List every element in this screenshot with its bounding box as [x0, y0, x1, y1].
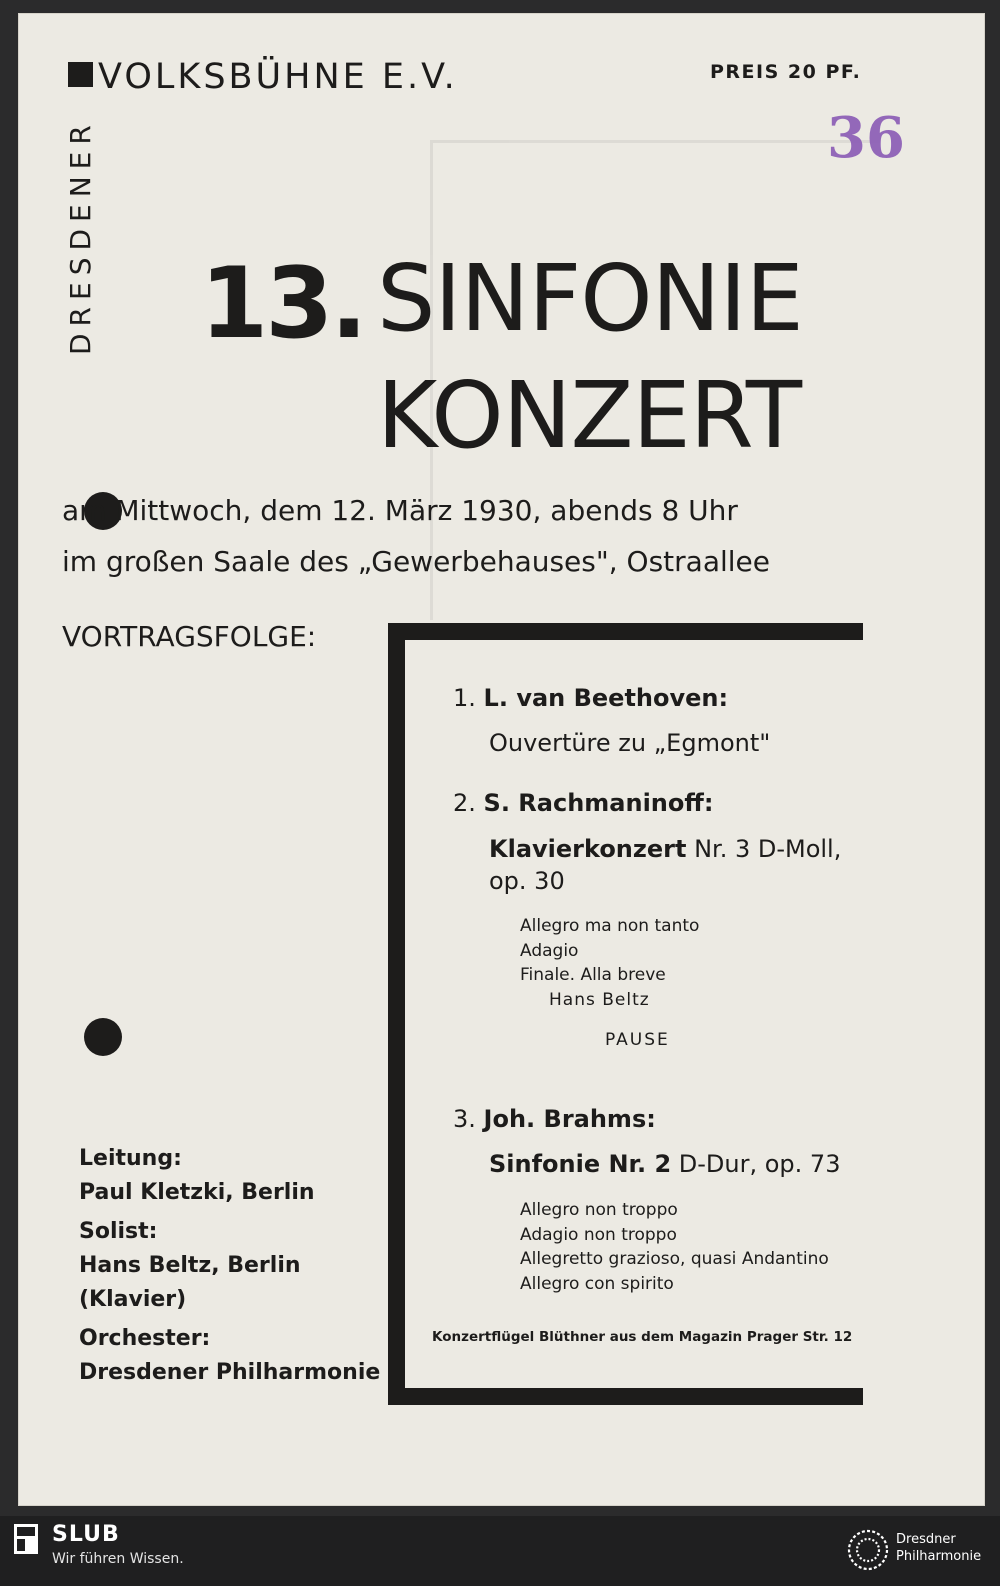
movement: Allegretto grazioso, quasi Andantino [520, 1249, 829, 1269]
movement: Allegro con spirito [520, 1273, 674, 1294]
item-2-number: 2. [453, 789, 476, 817]
item-2-composer: S. Rachmaninoff: [483, 789, 714, 817]
punch-hole-bottom [84, 1018, 122, 1056]
item-2-work-detail: Nr. 3 D-Moll, [686, 835, 842, 863]
organization-name: VOLKSBÜHNE E.V. [98, 57, 458, 97]
piano-footnote: Konzertflügel Blüthner aus dem Magazin Prager Str. 12 [432, 1329, 853, 1345]
slub-tagline: Wir führen Wissen. [52, 1551, 184, 1567]
pause-label: PAUSE [605, 1030, 670, 1050]
movement: Finale. Alla breve [520, 965, 666, 985]
item-1-number: 1. [453, 684, 476, 712]
item-1-composer: L. van Beethoven: [483, 684, 729, 712]
solist-label: Solist: [79, 1219, 158, 1244]
item-3-movements [520, 1198, 829, 1296]
movement: Adagio [520, 940, 579, 961]
orchester-label: Orchester: [79, 1326, 211, 1351]
slub-logo-icon [14, 1524, 38, 1554]
program-heading: VORTRAGSFOLGE: [62, 620, 317, 653]
item-3-composer: Joh. Brahms: [483, 1105, 656, 1133]
price-label: PREIS 20 PF. [710, 61, 862, 83]
program-item-2 [453, 789, 713, 817]
program-item-1 [453, 684, 728, 712]
program-frame-bottom [388, 1388, 863, 1405]
item-2-soloist: Hans Beltz [549, 989, 650, 1010]
philharmonie-name-line-1: Dresdner [896, 1532, 956, 1547]
movement: Allegro non troppo [520, 1200, 678, 1220]
item-3-work-title: Sinfonie Nr. 2 [489, 1150, 672, 1178]
item-1-work: Ouvertüre zu „Egmont" [489, 729, 771, 757]
program-frame-left [388, 623, 405, 1405]
orchester-value: Dresdener Philharmonie [79, 1360, 381, 1385]
item-2-work [489, 835, 841, 863]
concert-number: 13. [200, 247, 365, 361]
philharmonie-name-line-2: Philharmonie [896, 1549, 982, 1564]
item-2-opus: op. 30 [489, 867, 565, 895]
item-3-work-detail: D-Dur, op. 73 [671, 1150, 841, 1178]
philharmonie-logo-icon [846, 1528, 890, 1572]
slub-name: SLUB [52, 1522, 120, 1547]
solist-note: (Klavier) [79, 1287, 187, 1312]
program-frame-top [388, 623, 863, 640]
program-item-3 [453, 1105, 656, 1133]
solist-value: Hans Beltz, Berlin [79, 1253, 301, 1278]
item-2-movements [520, 914, 699, 1012]
title-line-2: KONZERT [377, 362, 802, 469]
leitung-value: Paul Kletzki, Berlin [79, 1180, 315, 1205]
credits-block [79, 1142, 380, 1390]
venue-line: im großen Saale des „Gewerbehauses", Ostraallee [62, 545, 770, 578]
stamp-number: 36 [827, 105, 905, 171]
movement: Adagio non troppo [520, 1224, 677, 1245]
item-3-number: 3. [453, 1105, 476, 1133]
date-line: am Mittwoch, dem 12. März 1930, abends 8 Uhr [62, 494, 738, 527]
movement: Allegro ma non tanto [520, 916, 700, 936]
header-square-mark [68, 62, 93, 87]
leitung-label: Leitung: [79, 1146, 182, 1171]
vertical-publisher-word: DRESDENER [64, 118, 97, 355]
title-line-1: SINFONIE [377, 245, 803, 352]
item-2-work-title: Klavierkonzert [489, 835, 687, 863]
item-3-work [489, 1150, 840, 1178]
